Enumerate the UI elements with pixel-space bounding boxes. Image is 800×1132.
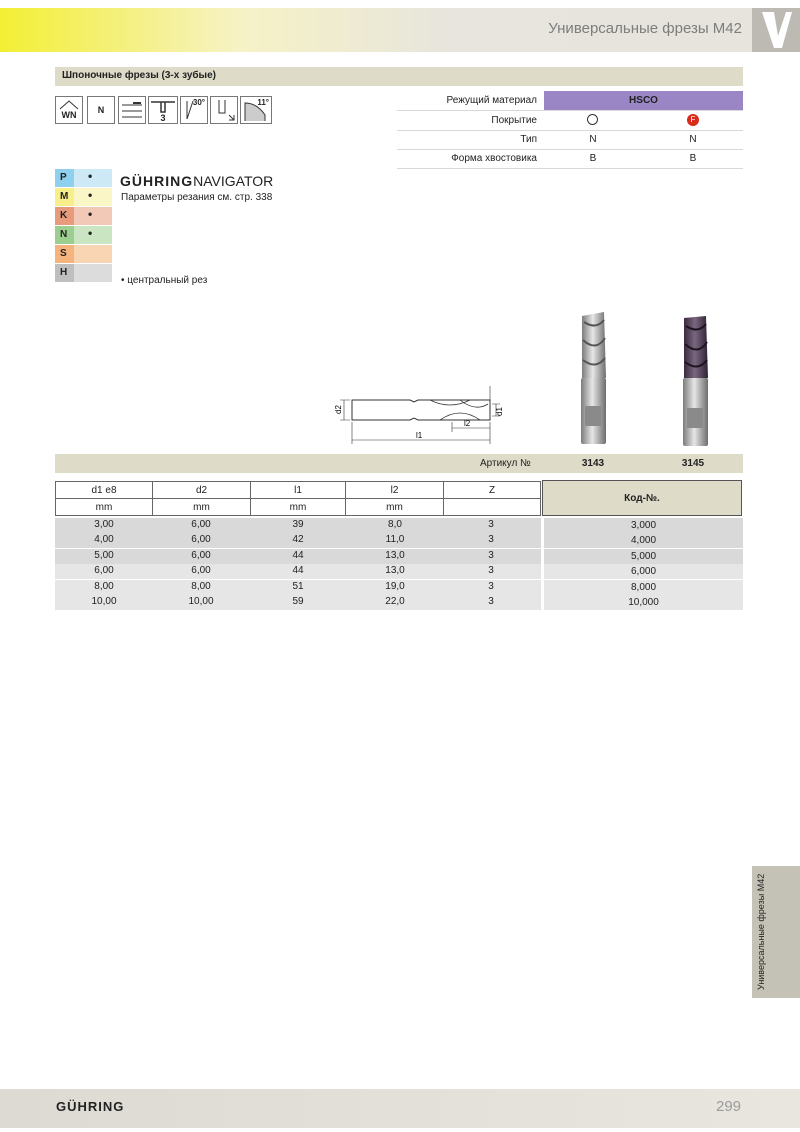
table-cell: 44 <box>292 565 304 577</box>
material-letter: S <box>60 248 67 259</box>
unit-d1: mm <box>56 499 153 516</box>
article-bar <box>55 454 743 473</box>
material-letter: K <box>60 210 68 221</box>
cutting-material-value: HSCO <box>629 95 658 106</box>
clearance-angle-icon <box>240 96 272 124</box>
table-row <box>55 564 541 579</box>
navigator-brand <box>120 173 273 189</box>
cutting-material-label: Режущий материал <box>446 95 537 106</box>
table-row <box>55 595 541 610</box>
unit-z <box>444 499 541 516</box>
col-header-l2: l2 <box>346 482 444 499</box>
shank-label: Форма хвостовика <box>451 153 537 164</box>
table-cell: 10,00 <box>91 596 117 607</box>
shank-value-2: B <box>689 153 697 164</box>
cutter-drawing <box>330 382 510 452</box>
table-cell: 3 <box>488 565 494 577</box>
l2-label: l2 <box>464 419 471 428</box>
material-group-k <box>55 207 112 225</box>
dimension-table <box>55 481 541 516</box>
material-dot: • <box>88 169 93 183</box>
shank-value-1: B <box>589 153 597 164</box>
table-cell: 6,00 <box>94 565 114 577</box>
spec-row-type <box>397 130 743 150</box>
table-cell: 39 <box>292 519 304 530</box>
table-cell: 8,0 <box>388 519 402 530</box>
material-dot: • <box>88 226 93 240</box>
table-cell: 13,0 <box>385 549 405 561</box>
product-3143-photo <box>574 308 614 448</box>
navigator-brand-light: NAVIGATOR <box>193 173 274 189</box>
side-tab-label: Универсальные фрезы M42 <box>756 873 766 991</box>
col-header-d2: d2 <box>153 482 251 499</box>
table-cell: 3,00 <box>94 519 114 530</box>
teeth-count-icon <box>148 96 178 124</box>
material-group-n <box>55 226 112 244</box>
col-header-z: Z <box>444 482 541 499</box>
coating-f-badge: F <box>687 114 699 126</box>
code-cell: 10,000 <box>544 595 743 610</box>
brand-logo-icon <box>752 8 800 52</box>
table-row <box>55 533 541 548</box>
material-letter: P <box>60 172 67 183</box>
type-label: Тип <box>520 134 537 145</box>
table-cell: 13,0 <box>385 565 405 577</box>
table-header-row <box>56 482 541 499</box>
table-cell: 11,0 <box>385 534 405 546</box>
footer-logo: GÜHRING <box>56 1099 125 1114</box>
finish-icon <box>118 96 146 124</box>
table-cell: 6,00 <box>191 519 211 530</box>
table-cell: 19,0 <box>385 580 405 592</box>
spec-row-shank <box>397 149 743 169</box>
navigator-brand-bold: GÜHRING <box>120 173 194 189</box>
type-value-1: N <box>589 134 597 145</box>
n-type-icon <box>87 96 115 124</box>
l1-label: l1 <box>416 431 423 440</box>
n-label: N <box>97 105 105 115</box>
unit-l2: mm <box>346 499 444 516</box>
table-cell: 8,00 <box>94 580 114 592</box>
material-group-h <box>55 264 112 282</box>
table-row <box>55 518 541 533</box>
material-dot: • <box>88 207 93 221</box>
code-cell: 3,000 <box>544 518 743 533</box>
section-title: Шпоночные фрезы (3-х зубые) <box>62 70 216 81</box>
table-units-row <box>56 499 541 516</box>
d2-label: d2 <box>334 405 343 414</box>
table-cell: 6,00 <box>191 534 211 546</box>
table-cell: 42 <box>292 534 304 546</box>
page-title: Универсальные фрезы M42 <box>548 20 742 37</box>
table-cell: 59 <box>292 596 304 607</box>
angle2-label: 11° <box>257 98 269 107</box>
table-cell: 3 <box>488 534 494 546</box>
table-cell: 44 <box>292 549 304 561</box>
coating-label: Покрытие <box>491 115 537 126</box>
code-cell: 8,000 <box>544 580 743 595</box>
code-cell: 4,000 <box>544 533 743 548</box>
material-letter: H <box>60 267 68 278</box>
d1-label: d1 <box>495 407 504 416</box>
cutting-params-ref: Параметры резания см. стр. 338 <box>121 192 273 203</box>
center-cut-note: • центральный рез <box>121 275 208 286</box>
material-letter: N <box>60 229 68 240</box>
table-cell: 22,0 <box>385 596 405 607</box>
material-letter: M <box>60 191 69 202</box>
table-cell: 8,00 <box>191 580 211 592</box>
spec-row-coating <box>397 111 743 131</box>
unit-d2: mm <box>153 499 251 516</box>
angle1-label: 30° <box>192 98 205 107</box>
uncoated-circle-icon <box>587 114 598 125</box>
table-cell: 6,00 <box>191 549 211 561</box>
wn-standard-icon <box>55 96 83 124</box>
wn-label: WN <box>61 110 77 120</box>
teeth-label: 3 <box>160 113 166 123</box>
col-header-d1: d1 e8 <box>56 482 153 499</box>
type-value-2: N <box>689 134 697 145</box>
center-cut-icon <box>210 96 238 124</box>
material-group-m <box>55 188 112 206</box>
table-cell: 3 <box>488 580 494 592</box>
material-dot: • <box>88 188 93 202</box>
table-cell: 51 <box>292 580 304 592</box>
code-cell: 6,000 <box>544 564 743 579</box>
article-code-3145: 3145 <box>681 458 705 469</box>
table-cell: 10,00 <box>188 596 214 607</box>
table-cell: 4,00 <box>94 534 114 546</box>
material-group-s <box>55 245 112 263</box>
article-label: Артикул № <box>480 458 531 469</box>
table-cell: 5,00 <box>94 549 114 561</box>
code-cell: 5,000 <box>544 549 743 564</box>
article-code-3143: 3143 <box>581 458 605 469</box>
page-number: 299 <box>716 1098 742 1115</box>
table-cell: 3 <box>488 519 494 530</box>
table-cell: 3 <box>488 549 494 561</box>
unit-l1: mm <box>251 499 346 516</box>
table-cell: 6,00 <box>191 565 211 577</box>
material-group-p <box>55 169 112 187</box>
product-3145-photo <box>676 312 716 450</box>
code-header: Код-№. <box>542 480 742 516</box>
table-row <box>55 580 541 595</box>
table-row <box>55 549 541 564</box>
table-cell: 3 <box>488 596 494 607</box>
helix-angle-icon <box>180 96 208 124</box>
col-header-l1: l1 <box>251 482 346 499</box>
